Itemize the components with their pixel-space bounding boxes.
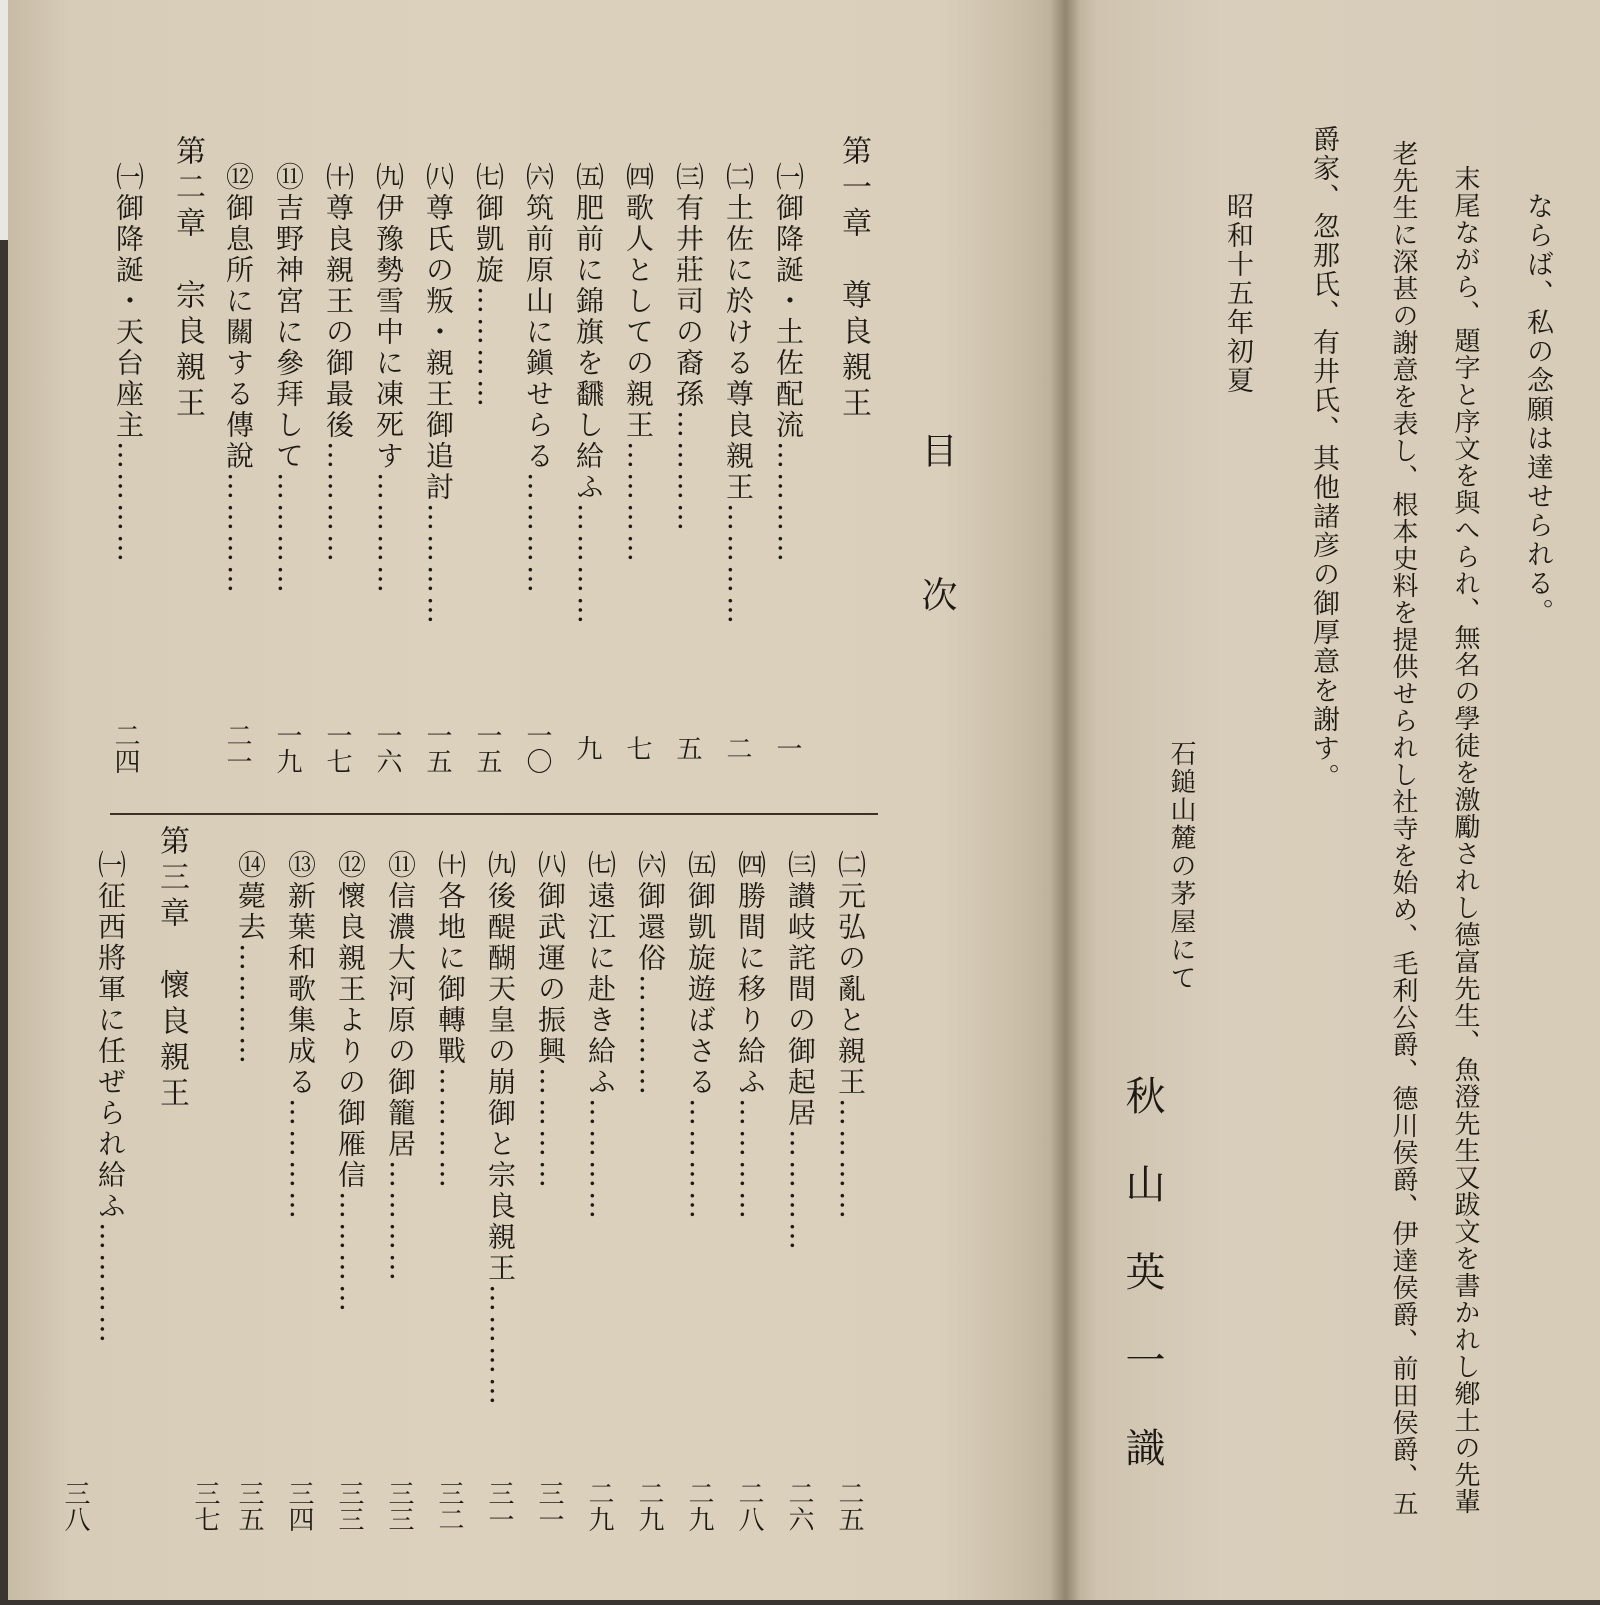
toc-entry-title: ㈦御凱旋 bbox=[472, 162, 505, 286]
toc-page-2-4: 二八 bbox=[734, 1480, 764, 1532]
toc-entry-title: ⑬新葉和歌集成る bbox=[284, 850, 317, 1098]
toc-entry-2-7 bbox=[584, 850, 617, 1222]
toc-page-1-11: 一九 bbox=[272, 722, 302, 774]
toc-entry-title: ㈢讃岐詫間の御起居 bbox=[784, 850, 817, 1129]
toc-entry-2-10 bbox=[434, 850, 467, 1191]
toc-entry-2-2 bbox=[834, 850, 867, 1222]
toc-entry-title: ⑫御息所に關する傳說 bbox=[222, 162, 255, 472]
toc-dots: ………… bbox=[734, 1098, 767, 1222]
toc-page-1-4: 七 bbox=[622, 735, 652, 761]
toc-entry-1-5 bbox=[572, 162, 605, 627]
toc-page-2-14: 三五 bbox=[234, 1480, 264, 1532]
toc-entry-title: ㈣勝間に移り給ふ bbox=[734, 850, 767, 1098]
toc-entry-1-2 bbox=[722, 162, 755, 627]
toc-page-2-10: 三二 bbox=[434, 1480, 464, 1532]
toc-page-1-9: 一六 bbox=[372, 722, 402, 774]
preface-date: 昭和十五年初夏 bbox=[1222, 192, 1253, 395]
toc-entry-title: ㈥筑前原山に鎭せらる bbox=[522, 162, 555, 472]
toc-dots: ………… bbox=[222, 472, 255, 596]
toc-entry-2-6 bbox=[634, 850, 667, 1098]
toc-entry-title: ㈦遠江に赴き給ふ bbox=[584, 850, 617, 1098]
toc-page-1-8: 一五 bbox=[422, 722, 452, 774]
toc-page-2-2: 二五 bbox=[834, 1480, 864, 1532]
toc-page-3-1: 三八 bbox=[60, 1480, 90, 1532]
toc-dots: ………… bbox=[472, 286, 505, 410]
toc-title: 目 次 bbox=[916, 432, 957, 612]
toc-entry-1-3 bbox=[672, 162, 705, 534]
toc-dots: ………… bbox=[784, 1129, 817, 1253]
toc-page-1-2: 二 bbox=[722, 735, 752, 761]
toc-dots: ………… bbox=[772, 441, 805, 565]
toc-entry-title: ㈩尊良親王の御最後 bbox=[322, 162, 355, 441]
toc-entry-title: ㈠御降誕・土佐配流 bbox=[772, 162, 805, 441]
preface-line-4: 爵家、忽那氏、有井氏、其他諸彦の御厚意を謝す。 bbox=[1308, 125, 1339, 792]
toc-entry-1-6 bbox=[522, 162, 555, 596]
book-gutter bbox=[1050, 0, 1080, 1600]
toc-entry-title: ㈡元弘の亂と親王 bbox=[834, 850, 867, 1098]
toc-dots: ………… bbox=[372, 472, 405, 596]
toc-entry-title: ㈠御降誕・天台座主 bbox=[112, 162, 145, 441]
toc-dots: ………… bbox=[522, 472, 555, 596]
toc-entry-2-4 bbox=[734, 850, 767, 1222]
toc-entry-title: ㈢有井莊司の裔孫 bbox=[672, 162, 705, 410]
toc-entry-title: ㈠征西將軍に任ぜられ給ふ bbox=[94, 850, 127, 1222]
toc-entry-2-12 bbox=[334, 850, 367, 1315]
toc-entry-2-5 bbox=[684, 850, 717, 1222]
toc-entry-title: ㈥御還俗 bbox=[634, 850, 667, 974]
toc-entry-title: ㈣歌人としての親王 bbox=[622, 162, 655, 441]
toc-page-2-11: 三三 bbox=[384, 1480, 414, 1532]
preface-place: 石鎚山麓の茅屋にて bbox=[1166, 740, 1196, 992]
toc-entry-title: ㈨後醍醐天皇の崩御と宗良親王 bbox=[484, 850, 517, 1284]
toc-dots: ………… bbox=[334, 1191, 367, 1315]
toc-page-2-8: 三一 bbox=[534, 1480, 564, 1532]
toc-page-2-9: 三一 bbox=[484, 1480, 514, 1532]
toc-dots: ………… bbox=[672, 410, 705, 534]
preface-line-3: 老先生に深甚の謝意を表し、根本史料を提供せられし社寺を始め、毛利公爵、德川侯爵、伊達侯爵、前田侯爵、五 bbox=[1388, 140, 1418, 1517]
toc-page-1-12: 二一 bbox=[222, 722, 252, 774]
toc-entry-1-9 bbox=[372, 162, 405, 596]
preface-line-1: ならば、私の念願は達せられる。 bbox=[1522, 192, 1553, 627]
toc-dots: ………… bbox=[112, 441, 145, 565]
toc-dots: ………… bbox=[284, 1098, 317, 1222]
toc-page-2-1: 二四 bbox=[110, 722, 140, 774]
toc-dots: ………… bbox=[484, 1284, 517, 1408]
toc-page-1-10: 一七 bbox=[322, 722, 352, 774]
toc-dots: ………… bbox=[834, 1098, 867, 1222]
toc-dots: ………… bbox=[322, 441, 355, 565]
toc-entry-title: ㈡土佐に於ける尊良親王 bbox=[722, 162, 755, 503]
toc-page-1-3: 五 bbox=[672, 735, 702, 761]
toc-page-2-6: 二九 bbox=[634, 1480, 664, 1532]
toc-entry-2-1 bbox=[112, 162, 145, 565]
toc-entry-1-4 bbox=[622, 162, 655, 565]
toc-entry-title: ㈨伊豫勢雪中に凍死す bbox=[372, 162, 405, 472]
toc-dots: ………… bbox=[434, 1067, 467, 1191]
toc-entry-title: ⑫懷良親王よりの御雁信 bbox=[334, 850, 367, 1191]
toc-page-1-5: 九 bbox=[572, 735, 602, 761]
toc-entry-1-10 bbox=[322, 162, 355, 565]
toc-entry-2-9 bbox=[484, 850, 517, 1408]
chapter-1-heading: 第一章 尊良親王 bbox=[836, 135, 871, 423]
toc-entry-1-11 bbox=[272, 162, 305, 596]
toc-entry-1-8 bbox=[422, 162, 455, 627]
toc-dots: ………… bbox=[234, 943, 267, 1067]
toc-entry-1-7 bbox=[472, 162, 505, 410]
toc-entry-2-11 bbox=[384, 850, 417, 1284]
toc-dots: ………… bbox=[272, 472, 305, 596]
toc-page-2-7: 二九 bbox=[584, 1480, 614, 1532]
toc-page-1-6: 一〇 bbox=[522, 722, 552, 774]
toc-page-chapter-3: 三七 bbox=[190, 1480, 220, 1532]
toc-entry-title: ⑪信濃大河原の御籠居 bbox=[384, 850, 417, 1160]
toc-entry-2-13 bbox=[284, 850, 317, 1222]
toc-entry-title: ㈧尊氏の叛・親王御追討 bbox=[422, 162, 455, 503]
toc-entry-title: ㈩各地に御轉戰 bbox=[434, 850, 467, 1067]
preface-author: 秋 山 英 一 識 bbox=[1119, 1075, 1165, 1471]
toc-dots: ………… bbox=[634, 974, 667, 1098]
toc-entry-title: ㈧御武運の振興 bbox=[534, 850, 567, 1067]
section-divider bbox=[110, 813, 878, 815]
toc-entry-title: ㈤肥前に錦旗を飜し給ふ bbox=[572, 162, 605, 503]
toc-dots: ………… bbox=[384, 1160, 417, 1284]
preface-line-2: 末尾ながら、題字と序文を與へられ、無名の學徒を激勵されし德富先生、魚澄先生又跋文を書かれし鄕土の先輩 bbox=[1450, 165, 1480, 1515]
toc-entry-2-3 bbox=[784, 850, 817, 1253]
toc-dots: ………… bbox=[684, 1098, 717, 1222]
toc-page-2-13: 三四 bbox=[284, 1480, 314, 1532]
toc-entry-2-14 bbox=[234, 850, 267, 1067]
toc-entry-3-1 bbox=[94, 850, 127, 1346]
toc-dots: ………… bbox=[572, 503, 605, 627]
toc-entry-1-12 bbox=[222, 162, 255, 596]
toc-entry-1-1 bbox=[772, 162, 805, 565]
toc-entry-title: ⑪吉野神宮に參拜して bbox=[272, 162, 305, 472]
toc-dots: ………… bbox=[94, 1222, 127, 1346]
toc-dots: ………… bbox=[584, 1098, 617, 1222]
toc-entry-title: ⑭薨去 bbox=[234, 850, 267, 943]
toc-page-2-12: 三三 bbox=[334, 1480, 364, 1532]
toc-page-1-1: 一 bbox=[772, 735, 802, 761]
toc-page-1-7: 一五 bbox=[472, 722, 502, 774]
toc-dots: ………… bbox=[534, 1067, 567, 1191]
toc-entry-2-8 bbox=[534, 850, 567, 1191]
chapter-2-heading: 第二章 宗良親王 bbox=[170, 135, 205, 423]
toc-entry-title: ㈤御凱旋遊ばさる bbox=[684, 850, 717, 1098]
chapter-3-heading: 第三章 懷良親王 bbox=[154, 825, 189, 1113]
toc-page-2-5: 二九 bbox=[684, 1480, 714, 1532]
toc-page-2-3: 二六 bbox=[784, 1480, 814, 1532]
toc-dots: ………… bbox=[422, 503, 455, 627]
toc-dots: ………… bbox=[622, 441, 655, 565]
toc-dots: ………… bbox=[722, 503, 755, 627]
